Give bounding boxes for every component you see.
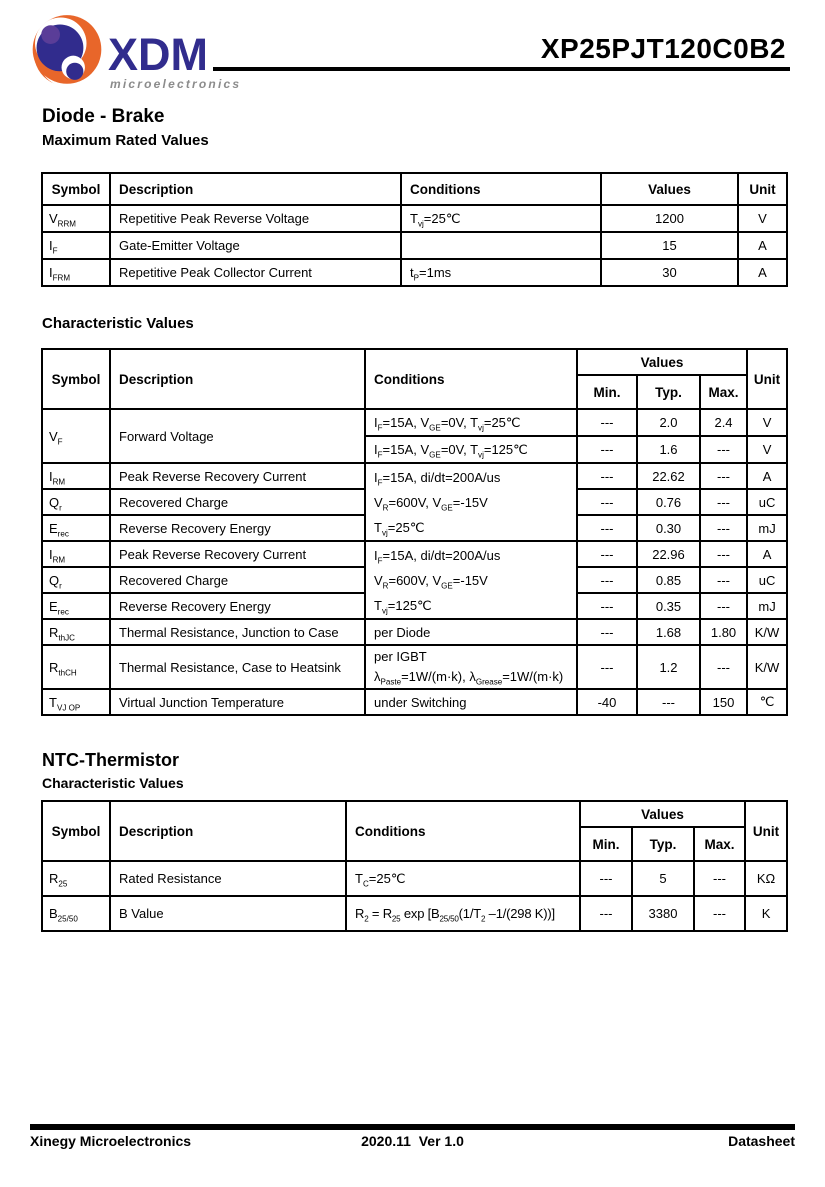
description-cell: Recovered Charge (110, 567, 365, 593)
section-title-ntc: NTC-Thermistor (42, 750, 180, 770)
condition-line: $I_F=15A$, di/dt=200A/us (374, 469, 501, 488)
min-cell: --- (577, 463, 637, 489)
description-cell: Thermal Resistance, Case to Heatsink (110, 645, 365, 689)
conditions-cell (365, 645, 577, 689)
symbol-cell: $T_{VJ OP}$ (42, 689, 110, 715)
description-cell: B Value (110, 896, 346, 931)
condition-line: $T_{vj}=125℃$ (374, 597, 432, 616)
typ-cell: 1.2 (637, 645, 700, 689)
col-header-symbol: Symbol (42, 801, 110, 861)
table-row (42, 259, 787, 286)
unit-cell: A (738, 232, 787, 259)
symbol-cell: $E_{rec}$ (42, 515, 110, 541)
min-cell: -40 (577, 689, 637, 715)
typ-cell: 22.62 (637, 463, 700, 489)
value-cell: 15 (601, 232, 738, 259)
description-cell: Reverse Recovery Energy (110, 515, 365, 541)
col-header-max: Max. (694, 827, 745, 861)
unit-cell: mJ (747, 593, 787, 619)
col-header-conditions: Conditions (401, 173, 601, 205)
symbol-cell: $B_{25/50}$ (42, 896, 110, 931)
part-number-title: XP25PJT120C0B2 (540, 33, 786, 64)
symbol-cell: $R_{thCH}$ (42, 645, 110, 689)
brand-name: XDM (108, 29, 208, 80)
section-title-characteristic: Characteristic Values (42, 315, 194, 332)
typ-cell: 22.96 (637, 541, 700, 567)
description-cell: Repetitive Peak Reverse Voltage (110, 205, 401, 232)
col-header-conditions: Conditions (346, 801, 580, 861)
typ-cell: 0.30 (637, 515, 700, 541)
typ-cell: 2.0 (637, 409, 700, 436)
unit-cell: A (738, 259, 787, 286)
unit-cell: V (747, 409, 787, 436)
typ-cell: 0.35 (637, 593, 700, 619)
company-logo (28, 8, 241, 94)
condition-line: $\lambda_{Paste}=1W/(m\cdot k)$, $\lambda_{Grease}=1W/(m\cdot k)$ (374, 669, 564, 687)
typ-cell: 5 (632, 861, 694, 896)
table-header-row (42, 801, 787, 827)
symbol-cell: $V_{RRM}$ (42, 205, 110, 232)
symbol-cell: $I_F$ (42, 232, 110, 259)
description-cell: Peak Reverse Recovery Current (110, 463, 365, 489)
typ-cell: 0.85 (637, 567, 700, 593)
table-row (42, 689, 787, 715)
min-cell: --- (577, 489, 637, 515)
ntc-characteristic-table (41, 800, 788, 932)
description-cell: Forward Voltage (110, 409, 365, 463)
col-header-values: Values (601, 173, 738, 205)
unit-cell: K/W (747, 619, 787, 645)
footer-divider (30, 1124, 795, 1130)
description-cell: Thermal Resistance, Junction to Case (110, 619, 365, 645)
description-cell: Recovered Charge (110, 489, 365, 515)
col-header-values: Values (577, 349, 747, 375)
conditions-cell (365, 463, 577, 541)
table-row (42, 896, 787, 931)
description-cell: Reverse Recovery Energy (110, 593, 365, 619)
max-cell: 150 (700, 689, 747, 715)
typ-cell: --- (637, 689, 700, 715)
symbol-cell: $Q_r$ (42, 489, 110, 515)
table-row (42, 541, 787, 567)
table-row (42, 645, 787, 689)
section-title-diode-brake: Diode - Brake (42, 106, 165, 127)
max-cell: --- (700, 436, 747, 463)
value-cell: 30 (601, 259, 738, 286)
table-row (42, 861, 787, 896)
min-cell: --- (577, 409, 637, 436)
col-header-description: Description (110, 801, 346, 861)
col-header-unit: Unit (738, 173, 787, 205)
symbol-cell: $V_F$ (42, 409, 110, 463)
max-cell: --- (694, 896, 745, 931)
unit-cell: ℃ (747, 689, 787, 715)
max-cell: --- (700, 515, 747, 541)
description-cell: Peak Reverse Recovery Current (110, 541, 365, 567)
typ-cell: 3380 (632, 896, 694, 931)
max-cell: 1.80 (700, 619, 747, 645)
condition-line: $V_R=600V$, $V_{GE}=-15V$ (374, 494, 488, 513)
min-cell: --- (577, 619, 637, 645)
conditions-cell: $R_2 = R_{25}$ $\exp [B_{25/50}(1/T_2$ –1/(298 K))] (346, 896, 580, 931)
col-header-unit: Unit (745, 801, 787, 861)
description-cell: Rated Resistance (110, 861, 346, 896)
symbol-cell: $I_{RM}$ (42, 541, 110, 567)
max-cell: --- (700, 593, 747, 619)
symbol-cell: $I_{RM}$ (42, 463, 110, 489)
characteristic-values-table (41, 348, 788, 716)
description-cell: Virtual Junction Temperature (110, 689, 365, 715)
condition-line: per IGBT (374, 649, 427, 664)
table-header-row (42, 173, 787, 205)
max-cell: --- (694, 861, 745, 896)
max-rated-values-table (41, 172, 788, 287)
footer-version: 2020.11 Ver 1.0 (361, 1133, 464, 1149)
header-divider (213, 67, 790, 71)
col-header-typ: Typ. (632, 827, 694, 861)
col-header-min: Min. (577, 375, 637, 409)
xdm-logo-icon (28, 8, 106, 94)
symbol-cell: $R_{thJC}$ (42, 619, 110, 645)
unit-cell: uC (747, 489, 787, 515)
max-cell: 2.4 (700, 409, 747, 436)
conditions-cell: under Switching (365, 689, 577, 715)
footer-company: Xinegy Microelectronics (30, 1133, 192, 1149)
description-cell: Repetitive Peak Collector Current (110, 259, 401, 286)
min-cell: --- (580, 896, 632, 931)
unit-cell: A (747, 541, 787, 567)
min-cell: --- (580, 861, 632, 896)
col-header-description: Description (110, 349, 365, 409)
max-cell: --- (700, 489, 747, 515)
symbol-cell: $I_{FRM}$ (42, 259, 110, 286)
col-header-conditions: Conditions (365, 349, 577, 409)
min-cell: --- (577, 515, 637, 541)
condition-line: $I_F=15A$, di/dt=200A/us (374, 547, 501, 566)
conditions-cell: $t_P=1ms$ (401, 259, 601, 286)
table-header-row (42, 349, 787, 375)
section-subtitle-ntc-characteristic: Characteristic Values (42, 775, 184, 791)
value-cell: 1200 (601, 205, 738, 232)
min-cell: --- (577, 436, 637, 463)
footer-doc-type: Datasheet (728, 1133, 795, 1149)
table-row (42, 463, 787, 489)
typ-cell: 1.68 (637, 619, 700, 645)
typ-cell: 0.76 (637, 489, 700, 515)
unit-cell: K/W (747, 645, 787, 689)
conditions-cell: $I_F=15A$, $V_{GE}=0V$, $T_{vj}=125℃$ (365, 436, 577, 463)
table-row (42, 232, 787, 259)
conditions-cell: $T_C=25℃$ (346, 861, 580, 896)
conditions-cell: per Diode (365, 619, 577, 645)
col-header-max: Max. (700, 375, 747, 409)
symbol-cell: $R_{25}$ (42, 861, 110, 896)
condition-line: $T_{vj}=25℃$ (374, 519, 425, 538)
symbol-cell: $E_{rec}$ (42, 593, 110, 619)
min-cell: --- (577, 541, 637, 567)
unit-cell: K (745, 896, 787, 931)
typ-cell: 1.6 (637, 436, 700, 463)
unit-cell: V (747, 436, 787, 463)
table-row (42, 619, 787, 645)
max-cell: --- (700, 567, 747, 593)
col-header-symbol: Symbol (42, 349, 110, 409)
conditions-cell (401, 232, 601, 259)
min-cell: --- (577, 645, 637, 689)
table-row (42, 205, 787, 232)
col-header-description: Description (110, 173, 401, 205)
col-header-min: Min. (580, 827, 632, 861)
unit-cell: uC (747, 567, 787, 593)
col-header-symbol: Symbol (42, 173, 110, 205)
brand-tagline: microelectronics (110, 77, 242, 91)
min-cell: --- (577, 567, 637, 593)
symbol-cell: $Q_r$ (42, 567, 110, 593)
unit-cell: A (747, 463, 787, 489)
conditions-cell: $T_{vj}=25℃$ (401, 205, 601, 232)
conditions-cell: $I_F=15A$, $V_{GE}=0V$, $T_{vj}=25℃$ (365, 409, 577, 436)
min-cell: --- (577, 593, 637, 619)
max-cell: --- (700, 541, 747, 567)
section-subtitle-max-rated: Maximum Rated Values (42, 132, 209, 149)
col-header-unit: Unit (747, 349, 787, 409)
conditions-cell (365, 541, 577, 619)
description-cell: Gate-Emitter Voltage (110, 232, 401, 259)
condition-line: $V_R=600V$, $V_{GE}=-15V$ (374, 572, 488, 591)
max-cell: --- (700, 645, 747, 689)
unit-cell: mJ (747, 515, 787, 541)
col-header-typ: Typ. (637, 375, 700, 409)
col-header-values: Values (580, 801, 745, 827)
unit-cell: KΩ (745, 861, 787, 896)
table-row (42, 409, 787, 436)
unit-cell: V (738, 205, 787, 232)
max-cell: --- (700, 463, 747, 489)
